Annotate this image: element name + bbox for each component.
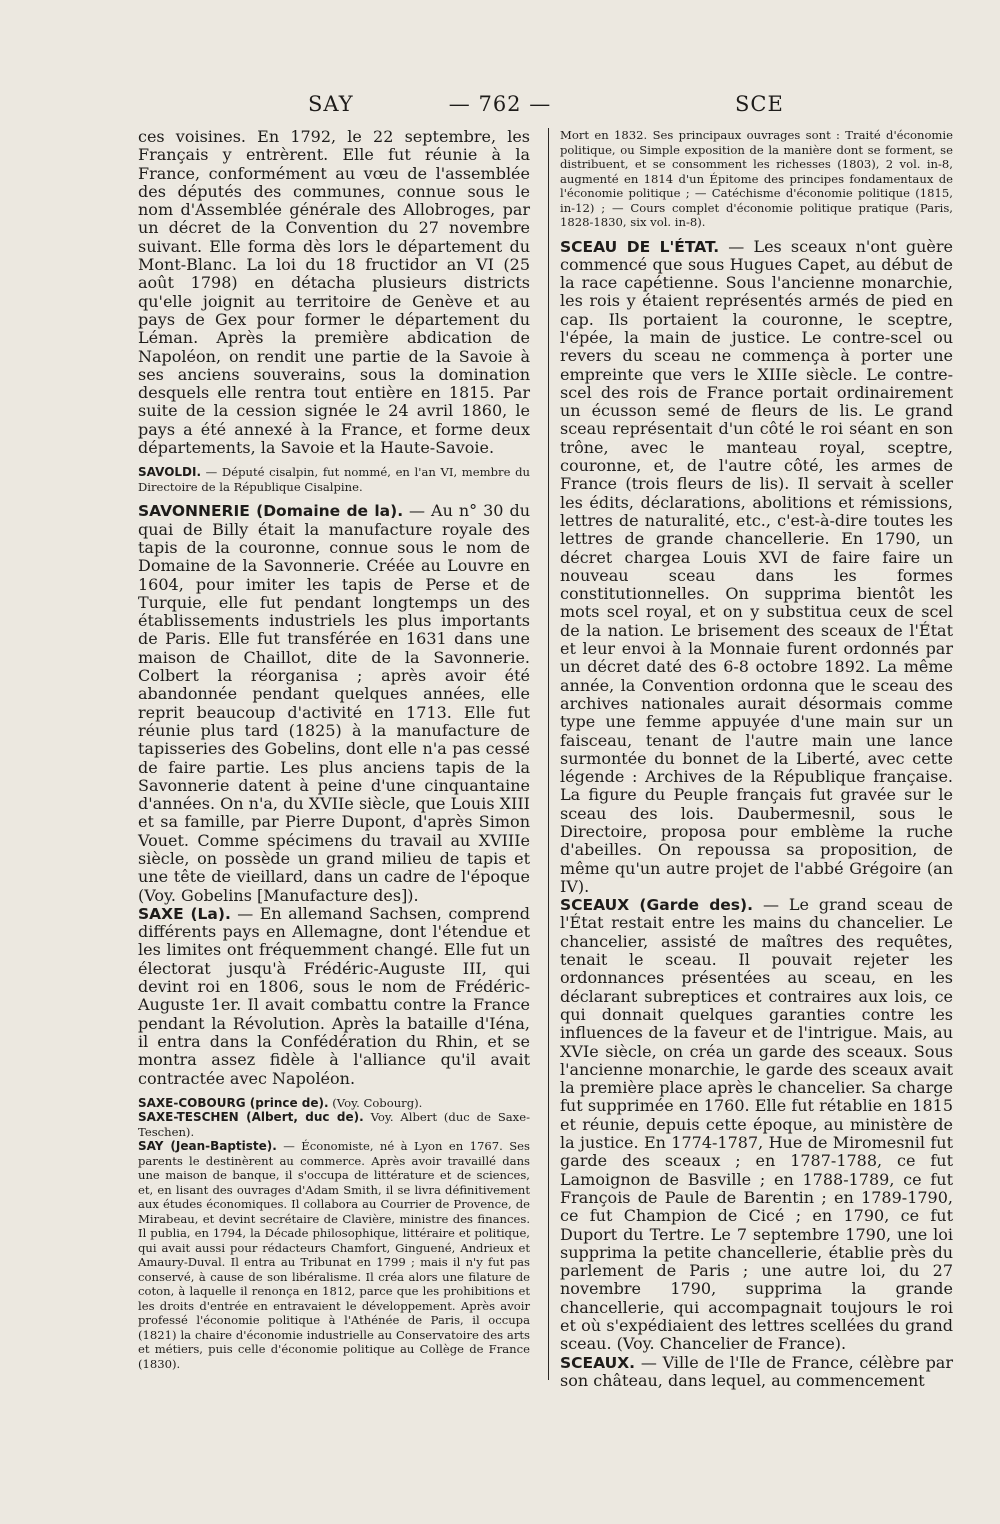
entry-say-continued: Mort en 1832. Ses principaux ouvrages sont : Traité d'économie politique, ou Simple exposition de la manière dont se forment, se distribuent, et se consomment les richesses (1803), 2 vol. in-8, augmenté en 1814 d'un Épitome des principes fondamentaux de l'économie politique ; — Catéchisme d'économie politique (1815, in-12) ; — Cours complet d'économie politique pratique (Paris, 1828-1830, six vol. in-8).: [560, 128, 953, 229]
right-column: [560, 128, 953, 1390]
entry-sceau-de-l-etat: SCEAU DE L'ÉTAT. — Les sceaux n'ont guère commencé que sous Hugues Capet, au début de la race capétienne. Sous l'ancienne monarchie, les rois y étaient représentés armés de pied en cap. Ils portaient la couronne, le sceptre, l'épée, la main de justice. Le contre-scel ou revers du sceau ne commença à porter une empreinte que vers le XIIIe siècle. Le contre-scel des rois de France portait ordinairement un écusson semé de fleurs de lis. Le grand sceau représentait d'un côté le roi séant en son trône, avec le manteau royal, sceptre, couronne, et, de l'autre côté, les armes de France (trois fleurs de lis). Il servait à sceller les édits, déclarations, abolitions et rémissions, lettres de naturalité, etc., c'est-à-dire toutes les lettres de grande chancellerie. En 1790, un décret chargea Louis XVI de faire faire un nouveau sceau dans les formes constitutionnelles. On supprima bientôt les mots scel royal, et on y substitua ceux de scel de la nation. Le brisement des sceaux de l'État et leur envoi à la Monnaie furent ordonnés par un décret daté des 6-8 octobre 1892. La même année, la Convention ordonna que le sceau des archives nationales aurait désormais comme type une femme appuyée d'une main sur un faisceau, tenant de l'autre main une lance surmontée du bonnet de la Liberté, avec cette légende : Archives de la République française. La figure du Peuple français fut gravée sur le sceau des lois. Daubermesnil, sous le Directoire, proposa pour emblème la ruche d'abeilles. On repoussa sa proposition, de même qu'un autre projet de l'abbé Grégoire (an IV).: [560, 236, 953, 896]
headword: SAXE (La).: [138, 904, 231, 923]
headword: SCEAUX (Garde des).: [560, 896, 754, 915]
entry-saxe-teschen: SAXE-TESCHEN (Albert, duc de). Voy. Albert (duc de Saxe-Teschen).: [138, 1110, 530, 1139]
entry-say: SAY (Jean-Baptiste). — Économiste, né à Lyon en 1767. Ses parents le destinèrent au commerce. Après avoir travaillé dans une maison de banque, il s'occupa de littérature et de sciences, et, en lisant des ouvrages d'Adam Smith, il se livra définitivement aux études économiques. Il collabora au Courrier de Provence, de Mirabeau, et devint secrétaire de Clavière, ministre des finances. Il publia, en 1794, la Décade philosophique, littéraire et politique, qui avait aussi pour rédacteurs Chamfort, Ginguené, Andrieux et Amaury-Duval. Il entra au Tribunat en 1799 ; mais il n'y fut pas conservé, à cause de son libéralisme. Il créa alors une filature de coton, à laquelle il renonça en 1812, parce que les prohibitions et les droits d'entrée en entravaient le développement. Après avoir professé l'économie politique à l'Athénée de Paris, il occupa (1821) la chaire d'économie industrielle au Conservatoire des arts et métiers, puis celle d'économie politique au Collège de France (1830).: [138, 1139, 530, 1371]
entry-savonnerie: SAVONNERIE (Domaine de la). — Au n° 30 du quai de Billy était la manufacture royale des tapis de la couronne, connue sous le nom de Domaine de la Savonnerie. Créée au Louvre en 1604, pour imiter les tapis de Perse et de Turquie, elle fut pendant longtemps un des établissements industriels les plus importants de Paris. Elle fut transférée en 1631 dans une maison de Chaillot, dite de la Savonnerie. Colbert la réorganisa ; après avoir été abandonnée pendant quelques années, elle reprit beaucoup d'activité en 1713. Elle fut réunie plus tard (1825) à la manufacture de tapisseries des Gobelins, dont elle n'a pas cessé de faire partie. Les plus anciens tapis de la Savonnerie datent à peine d'une cinquantaine d'années. On n'a, du XVIIe siècle, que Louis XIII et sa famille, par Pierre Dupont, d'après Simon Vouet. Comme spécimens du travail au XVIIIe siècle, on possède un grand milieu de tapis et une tête de vieillard, dans un cadre de l'époque (Voy. Gobelins [Manufacture des]).: [138, 501, 530, 905]
entry-saxe-cobourg: SAXE-COBOURG (prince de). (Voy. Cobourg).: [138, 1095, 423, 1110]
header-left-word: SAY: [308, 92, 354, 116]
headword: SAVOLDI.: [138, 465, 202, 480]
header-right-word: SCE: [735, 92, 784, 116]
entry-saxe: SAXE (La). — En allemand Sachsen, comprend différents pays en Allemagne, dont l'étendue et les limites ont fréquemment changé. Elle fut un électorat jusqu'à Frédéric-Auguste III, qui devint roi en 1806, sous le nom de Frédéric-Auguste 1er. Il avait combattu contre la France pendant la Révolution. Après la bataille d'Iéna, il entra dans la Confédération du Rhin, et se montra assez fidèle à l'alliance qu'il avait contractée avec Napoléon.: [138, 903, 530, 1088]
entry-savoie-continued: ces voisines. En 1792, le 22 septembre, les Français y entrèrent. Elle fut réunie à la France, conformément au vœu de l'assemblée des députés des communes, connue sous le nom d'Assemblée générale des Allobroges, par un décret de la Convention du 27 novembre suivant. Elle forma dès lors le département du Mont-Blanc. La loi du 18 fructidor an VI (25 août 1798) en détacha plusieurs districts qu'elle joignit au territoire de Genève et au pays de Gex pour former le département du Léman. Après la première abdication de Napoléon, on rendit une partie de la Savoie à ses anciens souverains, sous la domination desquels elle rentra tout entière en 1815. Par suite de la cession signée le 24 avril 1860, le pays a été annexé à la France, et forme deux départements, la Savoie et la Haute-Savoie.: [138, 127, 530, 458]
headword: SAXE-TESCHEN (Albert, duc de).: [138, 1110, 364, 1125]
headword: SAXE-COBOURG (prince de).: [138, 1095, 329, 1110]
entry-sceaux: SCEAUX. — Ville de l'Ile de France, célèbre par son château, dans lequel, au commencement: [560, 1352, 953, 1390]
headword: SAVONNERIE (Domaine de la).: [138, 502, 404, 521]
headword: SCEAU DE L'ÉTAT.: [560, 237, 720, 256]
column-divider: [548, 128, 549, 1380]
left-column: [138, 128, 530, 1371]
headword: SAY (Jean-Baptiste).: [138, 1139, 277, 1154]
headword: SCEAUX.: [560, 1353, 636, 1372]
page-header: [0, 92, 1000, 122]
entry-savoldi: SAVOLDI. — Député cisalpin, fut nommé, en l'an VI, membre du Directoire de la République Cisalpine.: [138, 465, 530, 494]
page-number: — 762 —: [448, 92, 552, 116]
entry-sceaux-garde-des: SCEAUX (Garde des). — Le grand sceau de l'État restait entre les mains du chancelier. Le chancelier, assisté de maîtres des requêtes, tenait le sceau. Il pouvait rejeter les ordonnances présentées au sceau, en les déclarant subreptices et contraires aux lois, ce qui donnait quelques garanties contre les influences de la faveur et de l'intrigue. Mais, au XVIe siècle, on créa un garde des sceaux. Sous l'ancienne monarchie, le garde des sceaux avait la première place après le chancelier. Sa charge fut supprimée en 1760. Elle fut rétablie en 1815 et réunie, depuis cette époque, au ministère de la justice. En 1774-1787, Hue de Miromesnil fut garde des sceaux ; en 1787-1788, ce fut Lamoignon de Basville ; en 1788-1789, ce fut François de Paule de Barentin ; en 1789-1790, ce fut Champion de Cicé ; en 1790, ce fut Duport du Tertre. Le 7 septembre 1790, une loi supprima la petite chancellerie, établie près du parlement de Paris ; une autre loi, du 27 novembre 1790, supprima la grande chancellerie, qui accompagnait toujours le roi et où s'expédiaient des lettres scellées du grand sceau. (Voy. Chancelier de France).: [560, 895, 953, 1354]
